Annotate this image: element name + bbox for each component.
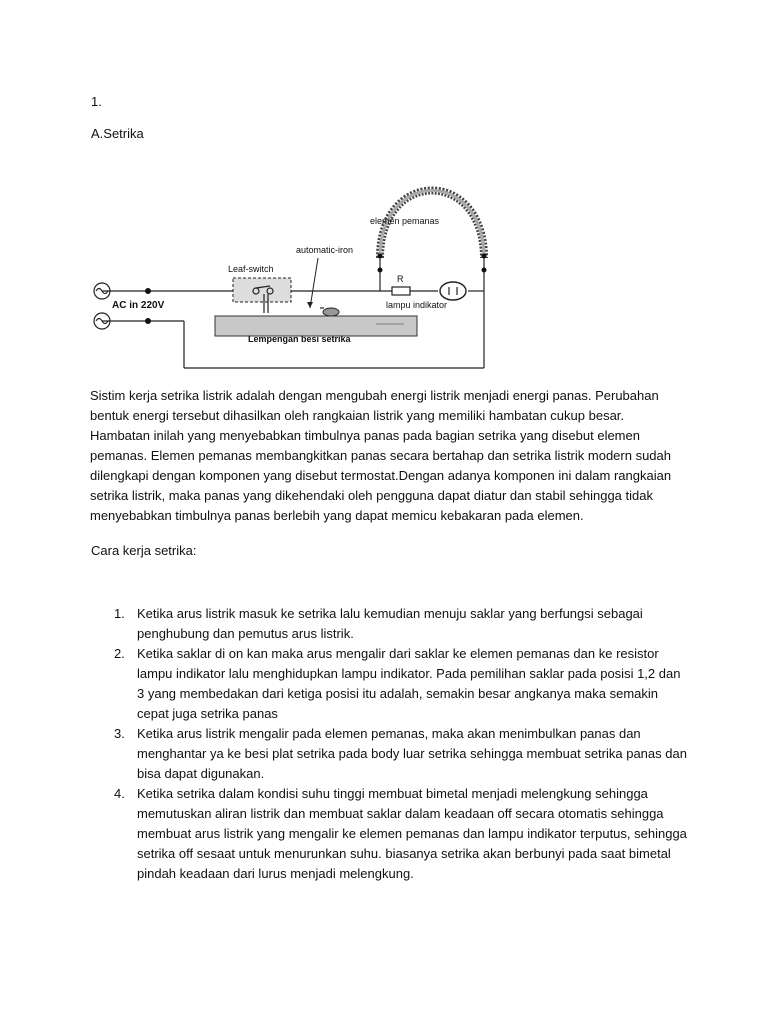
list-item-text: Ketika arus listrik masuk ke setrika lalu kemudian menuju saklar yang berfungsi sebagai penghubung dan pemutus arus listrik. <box>137 606 643 641</box>
intro-paragraph: Sistim kerja setrika listrik adalah dengan mengubah energi listrik menjadi energi panas. Perubahan bentuk energi tersebut dihasilkan oleh rangkaian listrik yang memiliki hambatan cukup besar. Hambatan inilah yang menyebabkan timbulnya panas pada bagian setrika yang disebut elemen pemanas. Elemen pemanas membangkitkan panas secara bertahap dan setrika listrik modern sudah dilengkapi dengan komponen yang disebut termostat.Dengan adanya komponen ini dalam rangkaian setrika listrik, maka panas yang dikehendaki oleh pengguna dapat diatur dan stabil sehingga tidak menyebabkan timbulnya panas berlebih yang dapat memicu kebakaran pada elemen. <box>90 388 672 523</box>
ac-source-icon <box>94 283 110 329</box>
label-leaf-switch: Leaf-switch <box>228 264 274 274</box>
steps-list <box>91 604 691 884</box>
list-item-number: 3. <box>114 726 125 741</box>
label-automatic-iron: automatic-iron <box>296 245 354 255</box>
leaf-switch-box <box>233 278 291 302</box>
section-number: 1. <box>91 94 102 109</box>
label-resistor: R <box>397 274 404 284</box>
resistor-symbol <box>392 287 410 295</box>
label-ac-input: AC in 220V <box>112 300 165 311</box>
list-item-text: Ketika saklar di on kan maka arus mengalir dari saklar ke elemen pemanas dan ke resistor lampu indikator lalu menghidupkan lampu indikator. Pada pemilihan saklar pada posisi 1,2 dan 3 yang membedakan dari ketiga posisi itu adalah, semakin besar angkanya maka semakin cepat juga setrika panas <box>137 646 681 721</box>
list-item-number: 1. <box>114 606 125 621</box>
list-item <box>91 724 691 784</box>
steps-heading: Cara kerja setrika: <box>91 543 197 558</box>
iron-circuit-diagram <box>88 158 508 378</box>
iron-plate <box>215 316 417 336</box>
label-iron-plate: Lempengan besi setrika <box>248 334 351 344</box>
list-item-number: 2. <box>114 646 125 661</box>
indicator-lamp-icon <box>440 282 466 300</box>
list-item-text: Ketika arus listrik mengalir pada elemen pemanas, maka akan menimbulkan panas dan menghantar ya ke besi plat setrika pada body luar setrika sehingga membuat setrika panas dan bisa dapat digunakan. <box>137 726 687 781</box>
list-item-text: Ketika setrika dalam kondisi suhu tinggi membuat bimetal menjadi melengkung sehingga memutuskan aliran listrik dan membuat saklar dalam keadaan off secara otomatis sehingga membuat arus listrik yang mengalir ke elemen pemanas dan lampu indikator terputus, sehingga setrika off sesaat untuk menurunkan suhu. biasanya setrika akan berbunyi pada saat bimetal pindah keadaan dari lurus menjadi melengkung. <box>137 786 687 881</box>
label-heater-element: elemen pemanas <box>370 216 440 226</box>
label-indicator-lamp: lampu indikator <box>386 300 448 310</box>
list-item <box>91 604 691 644</box>
list-item <box>91 784 691 884</box>
list-item-number: 4. <box>114 786 125 801</box>
list-item <box>91 644 691 724</box>
section-heading: A.Setrika <box>91 126 144 141</box>
